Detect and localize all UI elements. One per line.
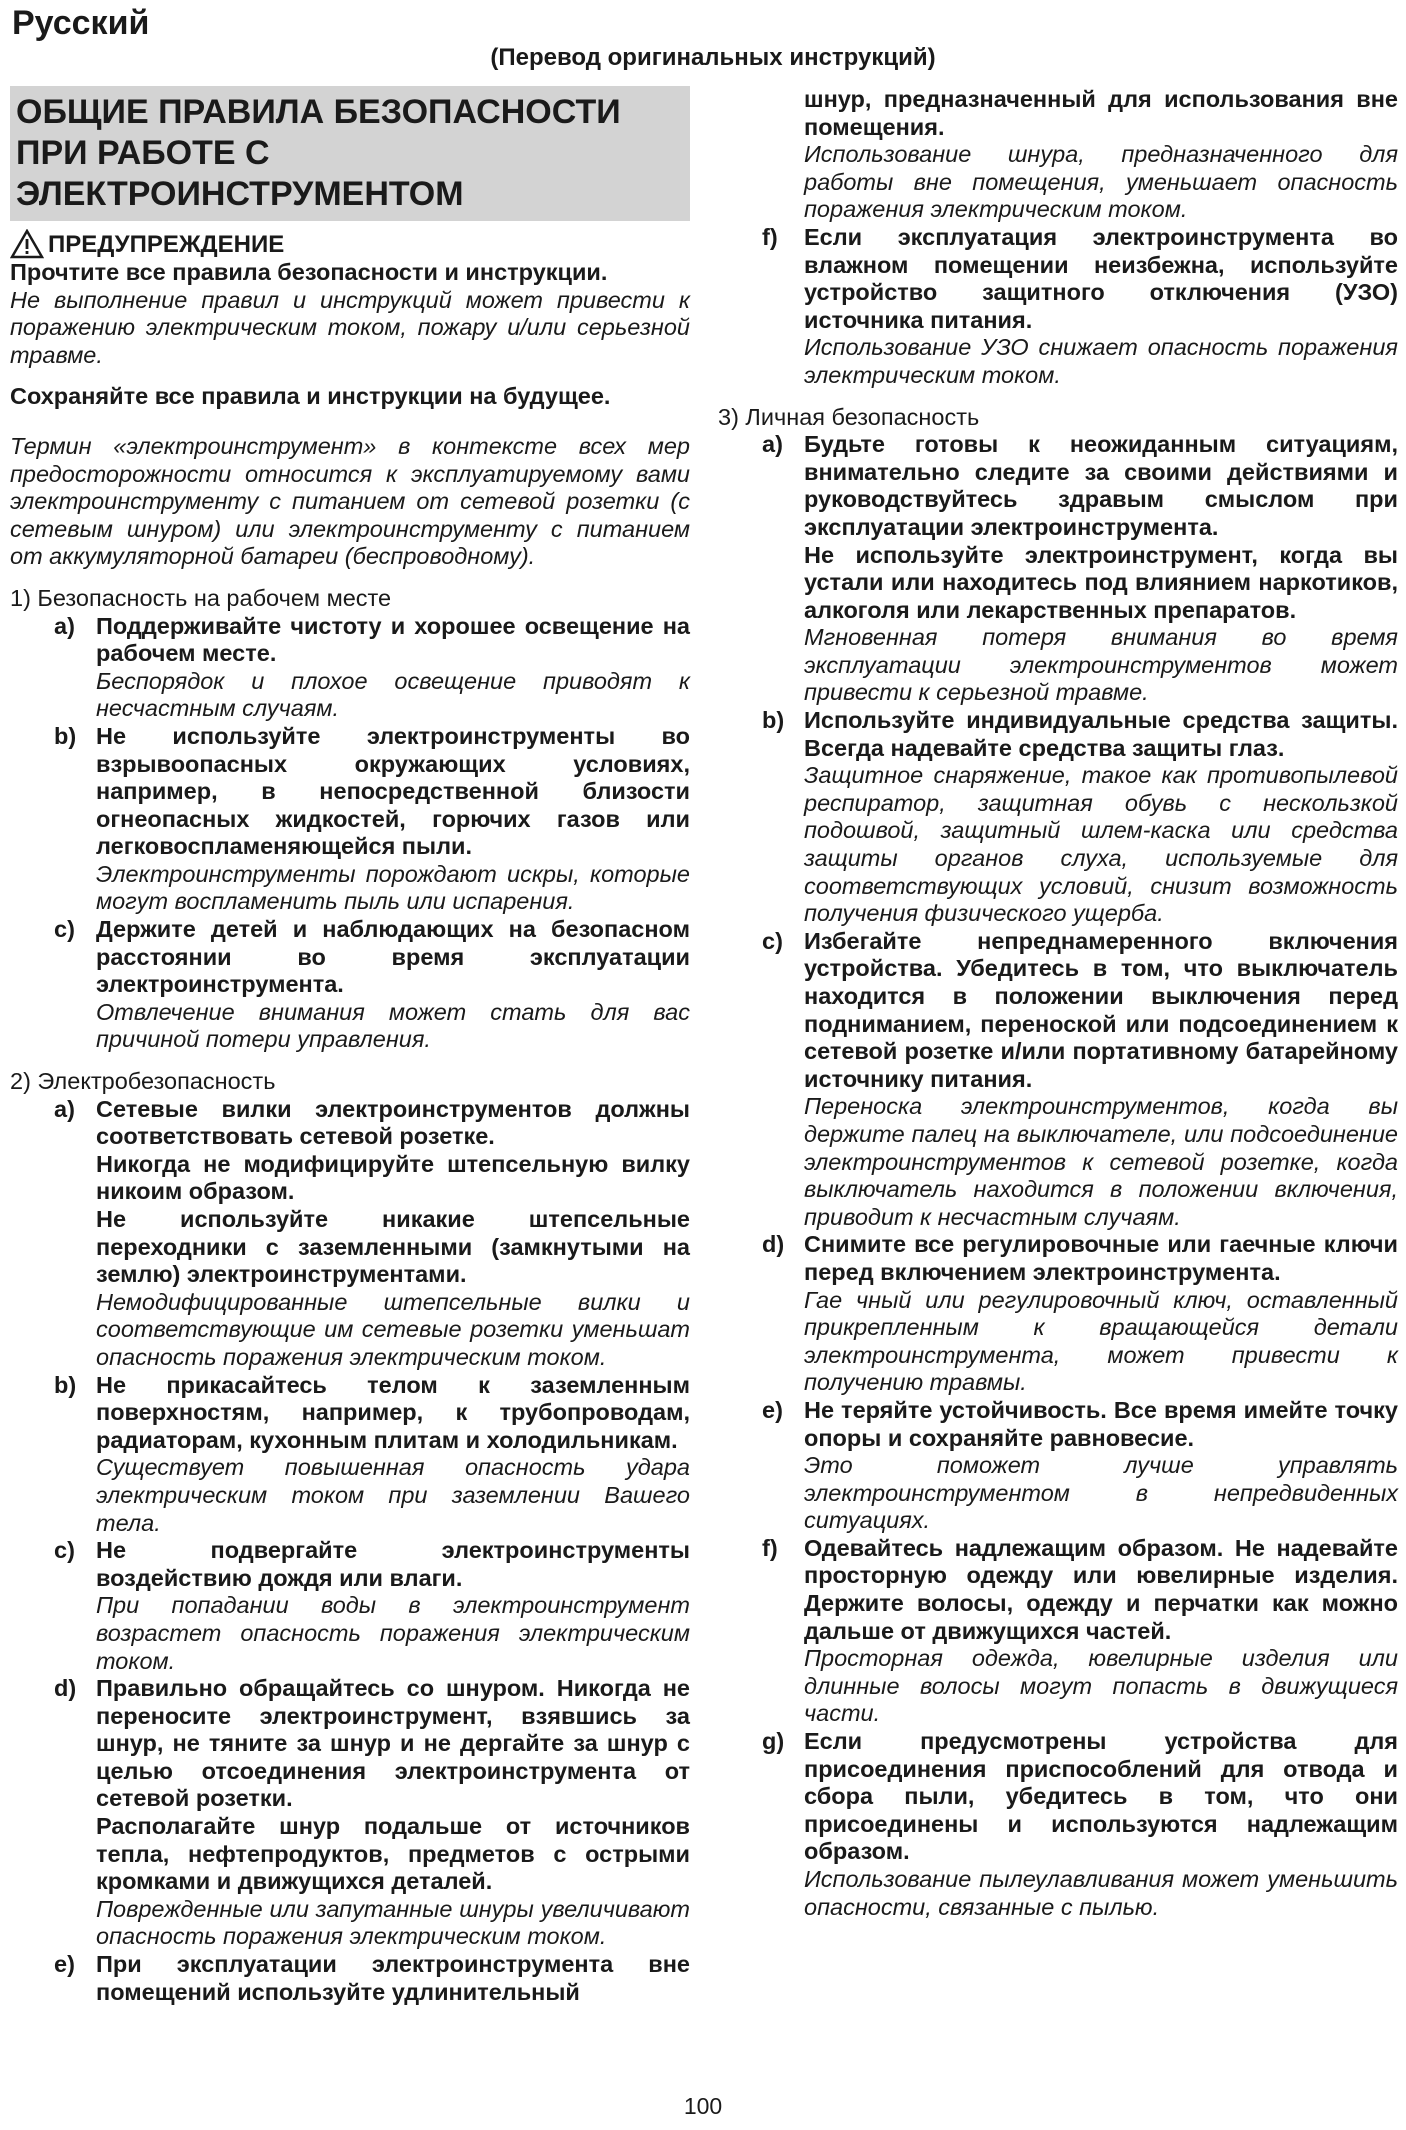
item-bold: Не теряйте устойчивость. Все время имейте точку опоры и сохраняйте равновесие. [804, 1396, 1398, 1451]
item-bold: Не подвергайте электроинструменты воздействию дождя или влаги. [96, 1537, 690, 1591]
warning-label: ПРЕДУПРЕЖДЕНИЕ [48, 231, 285, 259]
section-2e [54, 1951, 690, 2006]
item-bold: Поддерживайте чистоту и хорошее освещение на рабочем месте. [96, 612, 690, 667]
left-column [10, 86, 690, 2006]
right-column [718, 86, 1398, 1921]
section-3d [762, 1231, 1398, 1397]
item-bold: Если эксплуатация электроинструмента во влажном помещении неизбежна, используйте устройство защитного отключения (УЗО) источника питания. [804, 223, 1398, 333]
item-note: Гае чный или регулировочный ключ, оставленный прикрепленным к вращающейся детали электроинструмента, может привести к получению травмы. [804, 1286, 1398, 1396]
item-label: b) [54, 722, 77, 749]
section-1b [54, 723, 690, 916]
item-label: a) [54, 1095, 75, 1122]
item-note: При попадании воды в электроинструмент возрастет опасность поражения электрическим током. [96, 1592, 690, 1674]
read-all-note: Не выполнение правил и инструкций может привести к поражению электрическим током, пожару и/или серьезной травме. [10, 286, 690, 368]
item-note: Переноска электроинструментов, когда вы держите палец на выключателе, или подсоединение электроинструментов к сетевой розетке, когда выключатель находится в положении включения, приводит к несчастным случаям. [804, 1093, 1398, 1230]
item-note: Мгновенная потеря внимания во время эксплуатации электроинструментов может привести к серьезной травме. [804, 624, 1398, 706]
item-bold: Снимите все регулировочные или гаечные ключи перед включением электроинструмента. [804, 1231, 1398, 1285]
item-label: a) [54, 612, 75, 639]
warning-heading [10, 229, 690, 259]
item-note: Защитное снаряжение, такое как противопылевой респиратор, защитная обувь с нескользкой подошвой, защитный шлем-каска или средства защиты органов слуха, используемые для соответствующих условий, снизит возможность получения физического ущерба. [804, 762, 1398, 927]
item-note: Это поможет лучше управлять электроинструментом в непредвиденных ситуациях. [804, 1452, 1398, 1534]
item-bold: Избегайте непреднамеренного включения устройства. Убедитесь в том, что выключатель находится в положении выключения перед подниманием, переноской или подсоединением к сетевой розетке и/или портативному батарейному источнику питания. [804, 927, 1398, 1092]
section-2b [54, 1372, 690, 1538]
page-title: ОБЩИЕ ПРАВИЛА БЕЗОПАСНОСТИ ПРИ РАБОТЕ С ЭЛЕКТРОИНСТРУМЕНТОМ [10, 86, 690, 221]
item-note: Немодифицированные штепсельные вилки и соответствующие им сетевые розетки уменьшат опасность поражения электрическим током. [96, 1288, 690, 1370]
item-label: c) [54, 916, 75, 943]
item-bold: Правильно обращайтесь со шнуром. Никогда не переносите электроинструмент, взявшись за шнур, не тяните за шнур и не дергайте за шнур с целью отсоединения электроинструмента от сетевой розетки. [96, 1675, 690, 1812]
item-label: d) [54, 1675, 77, 1702]
section-2d [54, 1675, 690, 1951]
item-label: b) [54, 1371, 77, 1398]
item-note: Использование шнура, предназначенного для работы вне помещения, уменьшает опасность поражения электрическим током. [804, 141, 1398, 223]
item-bold: Сетевые вилки электроинструментов должны соответствовать сетевой розетке. [96, 1095, 690, 1150]
item-note: Использование пылеулавливания может уменьшить опасности, связанные с пылью. [804, 1866, 1398, 1920]
item-bold: Располагайте шнур подальше от источников тепла, нефтепродуктов, предметов с острыми кромками и движущихся деталей. [96, 1813, 690, 1895]
item-bold: При эксплуатации электроинструмента вне помещений используйте удлинительный [96, 1951, 690, 2005]
item-note: Электроинструменты порождают искры, которые могут воспламенить пыль или испарения. [96, 860, 690, 915]
item-label: c) [762, 927, 783, 954]
item-bold: Не используйте электроинструмент, когда вы устали или находитесь под влиянием наркотиков, алкоголя или лекарственных препаратов. [804, 541, 1398, 623]
item-bold: Не прикасайтесь телом к заземленным поверхностям, например, к трубопроводам, радиаторам, кухонным плитам и холодильникам. [96, 1371, 690, 1453]
item-bold: Если предусмотрены устройства для присоединения приспособлений для отвода и сбора пыли, убедитесь в том, что они присоединены и используются надлежащим образом. [804, 1728, 1398, 1865]
item-label: d) [762, 1231, 785, 1258]
section-1-title: 1) Безопасность на рабочем месте [10, 584, 392, 611]
translation-subtitle: (Перевод оригинальных инструкций) [490, 44, 936, 71]
item-label: g) [762, 1728, 785, 1755]
read-all-text: Прочтите все правила безопасности и инструкции. [10, 259, 608, 285]
item-bold: Будьте готовы к неожиданным ситуациям, внимательно следите за своими действиями и руководствуйтесь здравым смыслом при эксплуатации электроинструмента. [804, 431, 1398, 540]
item-label: f) [762, 1534, 778, 1561]
item-label: a) [762, 431, 783, 458]
language-label: Русский [12, 4, 150, 42]
term-note: Термин «электроинструмент» в контексте всех мер предосторожности относится к эксплуатируемому вами электроинструменту с питанием от сетевой розетки (с сетевым шнуром) или электроинструменту с питанием от аккумуляторной батареи (беспроводному). [10, 432, 690, 570]
item-bold: Не используйте никакие штепсельные переходники с заземленными (замкнутыми на землю) электроинструментами. [96, 1206, 690, 1288]
section-2c [54, 1537, 690, 1675]
item-label: f) [762, 223, 778, 250]
save-all-text: Сохраняйте все правила и инструкции на будущее. [10, 383, 611, 410]
item-note: Использование УЗО снижает опасность поражения электрическим током. [804, 334, 1398, 388]
section-3-title: 3) Личная безопасность [718, 403, 980, 430]
item-bold: шнур, предназначенный для использования вне помещения. [804, 86, 1398, 140]
item-bold: Не используйте электроинструменты во взрывоопасных окружающих условиях, например, в непосредственной близости огнеопасных жидкостей, горючих газов или легковоспламеняющейся пыли. [96, 722, 690, 860]
item-label: e) [762, 1396, 783, 1423]
item-note: Поврежденные или запутанные шнуры увеличивают опасность поражения электрическим током. [96, 1895, 690, 1950]
item-bold: Никогда не модифицируйте штепсельную вилку никоим образом. [96, 1150, 690, 1205]
item-bold: Держите детей и наблюдающих на безопасном расстоянии во время эксплуатации электроинструмента. [96, 916, 690, 998]
section-3f [762, 1535, 1398, 1728]
section-2a [54, 1096, 690, 1372]
section-1a [54, 613, 690, 723]
section-3e [762, 1397, 1398, 1535]
page-number: 100 [683, 2093, 723, 2119]
item-bold: Одевайтесь надлежащим образом. Не надевайте просторную одежду или ювелирные изделия. Держите волосы, одежду и перчатки как можно дальше от движущихся частей. [804, 1534, 1398, 1644]
item-note: Беспорядок и плохое освещение приводят к несчастным случаям. [96, 667, 690, 722]
section-3b [762, 707, 1398, 928]
section-2e-continued [762, 86, 1398, 224]
warning-triangle-icon [10, 229, 44, 259]
item-note: Просторная одежда, ювелирные изделия или длинные волосы могут попасть в движущиеся части. [804, 1645, 1398, 1727]
item-note: Существует повышенная опасность удара электрическим током при заземлении Вашего тела. [96, 1454, 690, 1536]
item-note: Отвлечение внимания может стать для вас причиной потери управления. [96, 998, 690, 1053]
section-3a [762, 431, 1398, 707]
item-label: b) [762, 707, 785, 734]
section-3c [762, 928, 1398, 1232]
section-2-title: 2) Электробезопасность [10, 1068, 276, 1095]
item-label: e) [54, 1951, 75, 1978]
item-label: c) [54, 1537, 75, 1564]
item-bold: Используйте индивидуальные средства защиты. Всегда надевайте средства защиты глаз. [804, 707, 1398, 761]
section-3g [762, 1728, 1398, 1921]
section-2f [762, 224, 1398, 390]
section-1c [54, 916, 690, 1054]
